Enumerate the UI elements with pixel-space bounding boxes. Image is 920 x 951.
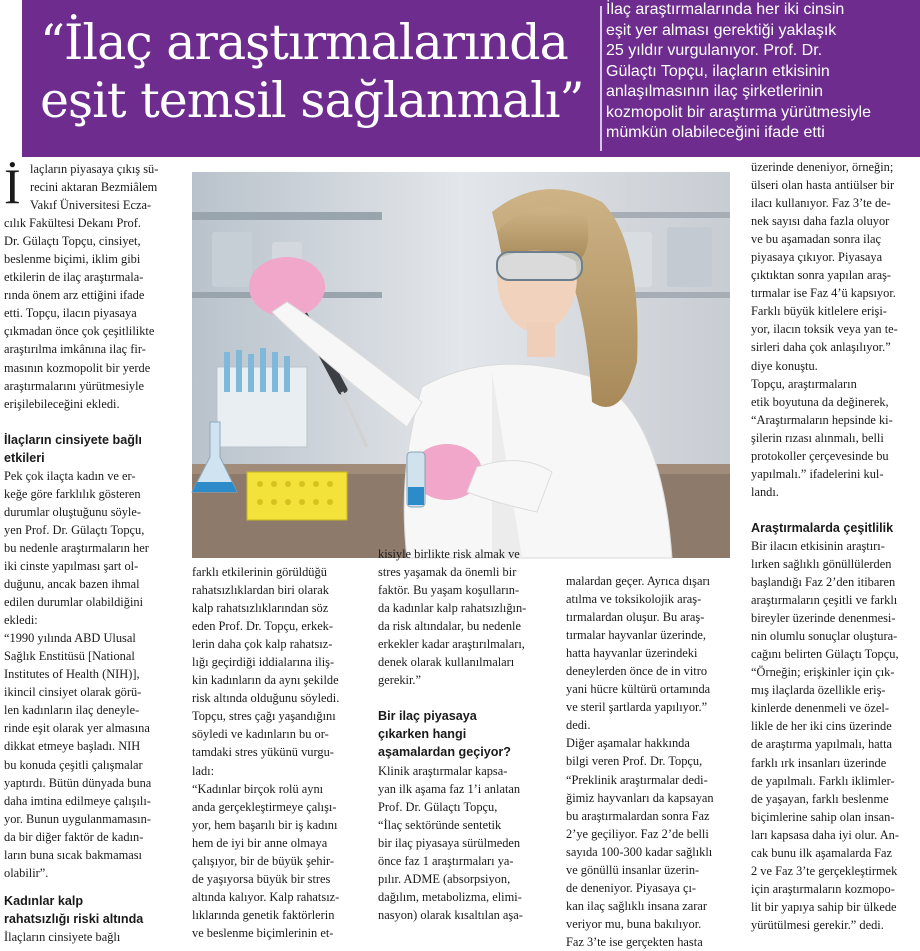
text-line: laçların piyasaya çıkış sü- xyxy=(30,162,159,176)
text-line: durumlar oluştuğunu söyle- xyxy=(4,504,141,519)
subheading-line: Kadınlar kalp xyxy=(4,893,84,908)
subheading-line: etkileri xyxy=(4,450,45,465)
text-line: tamdaki stres yükünü vurgu- xyxy=(192,745,334,760)
text-line: kin kadınların da aynı şekilde xyxy=(192,673,339,688)
subheading-kadinlar-kalp xyxy=(4,892,186,928)
text-line: eden Prof. Dr. Topçu, erkek- xyxy=(192,619,334,634)
text-line: tırmalar hayvanlar üzerinde, xyxy=(566,628,707,643)
text-line: 2’ye geçiliyor. Faz 2’de belli xyxy=(566,826,709,841)
article-column-5 xyxy=(751,158,917,934)
article-column-2 xyxy=(192,563,368,942)
column-3-paragraph-1 xyxy=(378,545,556,689)
text-line: edilen durumlar olabildiğini xyxy=(4,595,144,610)
headline xyxy=(40,14,600,130)
text-line: gerekir.” xyxy=(378,673,421,688)
text-line: Topçu, stres çağı yaşandığını xyxy=(192,709,336,724)
text-line: lerin daha çok kalp rahatsız- xyxy=(192,637,333,652)
text-line: pılır. ADME (absorpsiyon, xyxy=(378,871,511,886)
text-line: de araştırma yapılmalı, hatta xyxy=(751,737,893,752)
text-line: etik boyutuna da değinerek, xyxy=(751,394,889,409)
subheading-line: aşamalardan geçiyor? xyxy=(378,745,511,760)
drop-cap: İ xyxy=(4,158,21,214)
text-line: ları kapsasa daha iyi olur. An- xyxy=(751,827,899,842)
text-line: bu nedenle araştırmaların her xyxy=(4,540,149,555)
headline-banner xyxy=(22,0,920,157)
text-line: ve beslenme biçimlerinin et- xyxy=(192,925,334,940)
text-line: nasyon) olarak kısaltılan aşa- xyxy=(378,907,523,922)
text-line: kinlerde denenmeli ve özel- xyxy=(751,701,889,716)
text-line: “İlaç sektöründe sentetik xyxy=(378,817,502,832)
article-column-4 xyxy=(566,572,734,951)
text-line: biçimlerine sahip olan insan- xyxy=(751,809,895,824)
text-line: lit bir yapıya sahip bir ülkede xyxy=(751,899,897,914)
text-line: de yaşayan, farklı beslenme xyxy=(751,791,889,806)
text-line: ve gönüllü insanlar üzerin- xyxy=(566,862,700,877)
text-line: yan ilk aşama faz 1’i anlatan xyxy=(378,781,521,796)
lead-line: 25 yıldır vurgulanıyor. Prof. Dr. xyxy=(606,42,823,59)
text-line: etkilerin de ilaç araştırmala- xyxy=(4,270,144,285)
text-line: recini aktaran Bezmiâlem xyxy=(30,180,158,195)
text-line: faktör. Bu yaşam koşulların- xyxy=(378,583,520,598)
lead-line: anlaşılmasının ilaç şirketlerinin xyxy=(606,83,823,100)
text-line: “Araştırmaların hepsinde ki- xyxy=(751,412,893,427)
text-line: çalışıyor, bir de büyük şehir- xyxy=(192,853,335,868)
text-line: tırmalardan oluşur. Bu araş- xyxy=(566,610,705,625)
text-line: hem de iyi bir anne olmaya xyxy=(192,835,328,850)
text-line: Diğer aşamalar hakkında xyxy=(566,736,690,751)
article-column-1 xyxy=(4,160,186,946)
text-line: araştırmaların çeşitli ve farklı xyxy=(751,593,898,608)
lead-paragraph xyxy=(606,0,916,144)
text-line: da risk altındalar, bu nedenle xyxy=(378,619,521,634)
lead-line: İlaç araştırmalarında her iki cinsin xyxy=(606,1,845,18)
text-line: Topçu, araştırmaların xyxy=(751,376,857,391)
lead-line: Gülaçtı Topçu, ilaçların etkisinin xyxy=(606,62,830,80)
text-line: lığı geçirdiği iddialarına iliş- xyxy=(192,655,335,670)
text-line: stres yaşamak da önemli bir xyxy=(378,565,517,580)
text-line: üzerinde deneniyor, örneğin; xyxy=(751,160,894,174)
text-line: Institutes of Health (NIH)], xyxy=(4,667,140,682)
text-line: hatta hayvanlar üzerindeki xyxy=(566,646,698,661)
subheading-line: Bir ilaç piyasaya xyxy=(378,709,477,724)
headline-line-2: eşit temsil sağlanmalı” xyxy=(40,72,584,129)
text-line: cak bunu ilk aşamalarda Faz xyxy=(751,845,893,860)
text-line: tırmalar ise Faz 4’ü kapsıyor. xyxy=(751,286,896,301)
text-line: ladı: xyxy=(192,763,215,778)
text-line: şilerin rızası alınmalı, belli xyxy=(751,430,884,445)
column-5-paragraph-2 xyxy=(751,537,917,934)
text-line: masının kozmopolit bir yerde xyxy=(4,360,151,375)
column-1-paragraph-2 xyxy=(4,467,186,882)
text-line: Klinik araştırmalar kapsa- xyxy=(378,763,508,778)
text-line: Vakıf Üniversitesi Ecza- xyxy=(30,198,152,213)
text-line: da bir diğer faktör de kadın- xyxy=(4,829,144,844)
subheading-line: Araştırmalarda çeşitlilik xyxy=(751,520,894,535)
text-line: “1990 yılında ABD Ulusal xyxy=(4,631,136,646)
text-line: Faz 3’te ise gerçekten hasta xyxy=(566,934,703,949)
text-line: dikkat etmeye başladı. NIH xyxy=(4,739,141,754)
text-line: yor, ilacın toksik veya yan te- xyxy=(751,322,898,337)
text-line: likle de her iki cins üzerinde xyxy=(751,719,892,734)
text-line: rında önem arz ettiğini ifade xyxy=(4,288,145,303)
text-line: ülseri olan hasta antiülser bir xyxy=(751,178,895,193)
text-line: erkekler kadar araştırılmaları, xyxy=(378,637,525,652)
text-line: landı. xyxy=(751,484,779,499)
text-line: rinde eşit olarak yer almasına xyxy=(4,721,150,736)
text-line: ğimiz hayvanları da kapsayan xyxy=(566,790,714,805)
text-line: keğe göre farklılık gösteren xyxy=(4,486,141,501)
text-line: bu araştırmalardan sonra Faz xyxy=(566,808,710,823)
text-line: çıkmadan önce çok çeşitlilikte xyxy=(4,324,155,339)
text-line: 2 ve Faz 3’te gerçekleştirmek xyxy=(751,863,898,878)
text-line: bilgi veren Prof. Dr. Topçu, xyxy=(566,754,703,769)
text-line: de yapılmalı. Farklı iklimler- xyxy=(751,773,895,788)
text-line: malardan geçer. Ayrıca dışarı xyxy=(566,574,711,588)
text-line: duğunu, ancak bazen ihmal xyxy=(4,577,140,592)
text-line: “Kadınlar birçok rolü aynı xyxy=(192,781,324,796)
text-line: beslenme biçimi, iklim gibi xyxy=(4,252,141,267)
text-line: Dr. Gülaçtı Topçu, cinsiyet, xyxy=(4,234,141,249)
text-line: atılma ve toksikolojik araş- xyxy=(566,592,702,607)
text-line: “Örneğin; erişkinler için çık- xyxy=(751,665,895,680)
text-line: nek sayısı daha fazla oluyor xyxy=(751,214,890,229)
text-line: sirleri daha çok anlaşılıyor.” xyxy=(751,340,891,355)
text-line: yor. Bunun uygulanmamasın- xyxy=(4,811,151,826)
text-line: da kadınlar kalp rahatsızlığın- xyxy=(378,601,527,616)
text-line: piyasaya çıkıyor. Piyasaya xyxy=(751,250,883,265)
subheading-line: rahatsızlığı riski altında xyxy=(4,911,144,926)
text-line: erişilebileceğini ekledi. xyxy=(4,396,120,411)
article-column-3 xyxy=(378,545,556,924)
text-line: veriyor mu, buna bakılıyor. xyxy=(566,916,702,931)
text-line: diye konuştu. xyxy=(751,358,818,373)
text-line: Sağlık Enstitüsü [National xyxy=(4,649,135,664)
subheading-bir-ilac-piyasaya xyxy=(378,707,556,761)
text-line: len kadınların ilaç deneyle- xyxy=(4,703,140,718)
text-line: bireyler üzerinde denenmesi- xyxy=(751,611,896,626)
text-line: İlaçların cinsiyete bağlı xyxy=(4,929,121,944)
text-line: lırken sağlıklı gönüllülerden xyxy=(751,556,892,571)
text-line: önce faz 1 araştırmaları ya- xyxy=(378,853,514,868)
lead-line: kozmopolit bir araştırma yürütmesiyle xyxy=(606,103,871,121)
subheading-line: çıkarken hangi xyxy=(378,727,467,742)
text-line: ve steril şartlarda yapılıyor.” xyxy=(566,700,708,715)
column-5-paragraph-1 xyxy=(751,158,917,501)
text-line: kisiyle birlikte risk almak ve xyxy=(378,547,520,561)
text-line: yen Prof. Dr. Gülaçtı Topçu, xyxy=(4,522,145,537)
text-line: “Preklinik araştırmalar dedi- xyxy=(566,772,708,787)
text-line: olabilir”. xyxy=(4,865,49,880)
text-line: kalp rahatsızlıklarından söz xyxy=(192,601,329,616)
text-line: söyledi ve kadınların bu or- xyxy=(192,727,329,742)
text-line: araştırmalarını yürütmesiyle xyxy=(4,378,145,393)
text-line: deneylerden önce de in vitro xyxy=(566,664,708,679)
text-line: ve bu aşamadan sonra ilaç xyxy=(751,232,882,247)
lead-line: eşit yer alması gerektiği yaklaşık xyxy=(606,21,837,39)
banner-divider xyxy=(600,6,602,151)
text-line: yani hücre kültürü ortamında xyxy=(566,682,711,697)
text-line: ekledi: xyxy=(4,613,38,628)
column-3-paragraph-2 xyxy=(378,762,556,924)
text-line: ların buna sıcak bakmaması xyxy=(4,847,142,862)
text-line: başlandığı Faz 2’den itibaren xyxy=(751,575,896,590)
text-line: cağını belirten Gülaçtı Topçu, xyxy=(751,647,899,662)
headline-line-1: “İlaç araştırmalarında xyxy=(40,14,568,71)
subheading-line: İlaçların cinsiyete bağlı xyxy=(4,432,142,447)
text-line: Prof. Dr. Gülaçtı Topçu, xyxy=(378,799,498,814)
text-line: de deneniyor. Piyasaya çı- xyxy=(566,880,697,895)
text-line: farklı etkilerinin görüldüğü xyxy=(192,565,327,579)
text-line: yapılmalı.” ifadelerini kul- xyxy=(751,466,884,481)
text-line: iki cinste yapılması şart ol- xyxy=(4,558,139,573)
text-line: protokoller çerçevesinde bu xyxy=(751,448,889,463)
text-line: denek olarak kullanılmaları xyxy=(378,655,515,670)
scientist-pipette-photo xyxy=(192,172,730,558)
text-line: sayıda 100-300 kadar sağlıklı xyxy=(566,844,713,859)
text-line: dağılım, metabolizma, elimi- xyxy=(378,889,522,904)
text-line: risk altında olduğunu söyledi. xyxy=(192,691,340,706)
text-line: dedi. xyxy=(566,718,591,733)
lead-line: mümkün olabileceğini ifade etti xyxy=(606,124,825,141)
text-line: Farklı büyük kitlelere erişi- xyxy=(751,304,887,319)
text-line: Bir ilacın etkisinin araştırı- xyxy=(751,538,885,553)
text-line: Pek çok ilaçta kadın ve er- xyxy=(4,468,136,483)
column-1-paragraph-1 xyxy=(4,160,186,413)
text-line: araştırılma imkânına ilaç fir- xyxy=(4,342,146,357)
text-line: lıklarında genetik faktörlerin xyxy=(192,907,335,922)
text-line: için araştırmaların kozmopo- xyxy=(751,881,895,896)
text-line: çıktıktan sonra yapılan araş- xyxy=(751,268,892,283)
text-line: altında kalıyor. Kalp rahatsız- xyxy=(192,889,340,904)
text-line: ikincil cinsiyet olarak görü- xyxy=(4,685,142,700)
text-line: farklı ırk insanları üzerinde xyxy=(751,755,887,770)
text-line: yor, hem başarılı bir iş kadını xyxy=(192,817,338,832)
text-line: bir ilaç piyasaya sürülmeden xyxy=(378,835,521,850)
text-line: ilacı kullanıyor. Faz 3’te de- xyxy=(751,196,891,211)
text-line: anda gerçekleştirmeye çalışı- xyxy=(192,799,337,814)
text-line: yaptırdı. Bütün dünyada buna xyxy=(4,775,152,790)
column-1-paragraph-3 xyxy=(4,928,186,946)
text-line: bu konuda çeşitli çalışmalar xyxy=(4,757,143,772)
text-line: rahatsızlıklardan biri olarak xyxy=(192,583,329,598)
subheading-cinsiyete-bagli xyxy=(4,431,186,467)
text-line: kan ilaç sağlıklı insana zarar xyxy=(566,898,708,913)
text-line: mış ilaçlarda özellikle eriş- xyxy=(751,683,886,698)
text-line: nin olumlu sonuçlar oluştura- xyxy=(751,629,898,644)
text-line: daha imtina edilmeye çalışılı- xyxy=(4,793,151,808)
text-line: de yaşıyorsa büyük bir stres xyxy=(192,871,331,886)
text-line: cılık Fakültesi Dekanı Prof. xyxy=(4,216,141,231)
text-line: yürütülmesi gerekir.” dedi. xyxy=(751,917,884,932)
text-line: etti. Topçu, ilacın piyasaya xyxy=(4,306,137,321)
lab-photo-illustration xyxy=(192,172,730,558)
subheading-arastirmalarda-cesitlilik xyxy=(751,519,917,537)
